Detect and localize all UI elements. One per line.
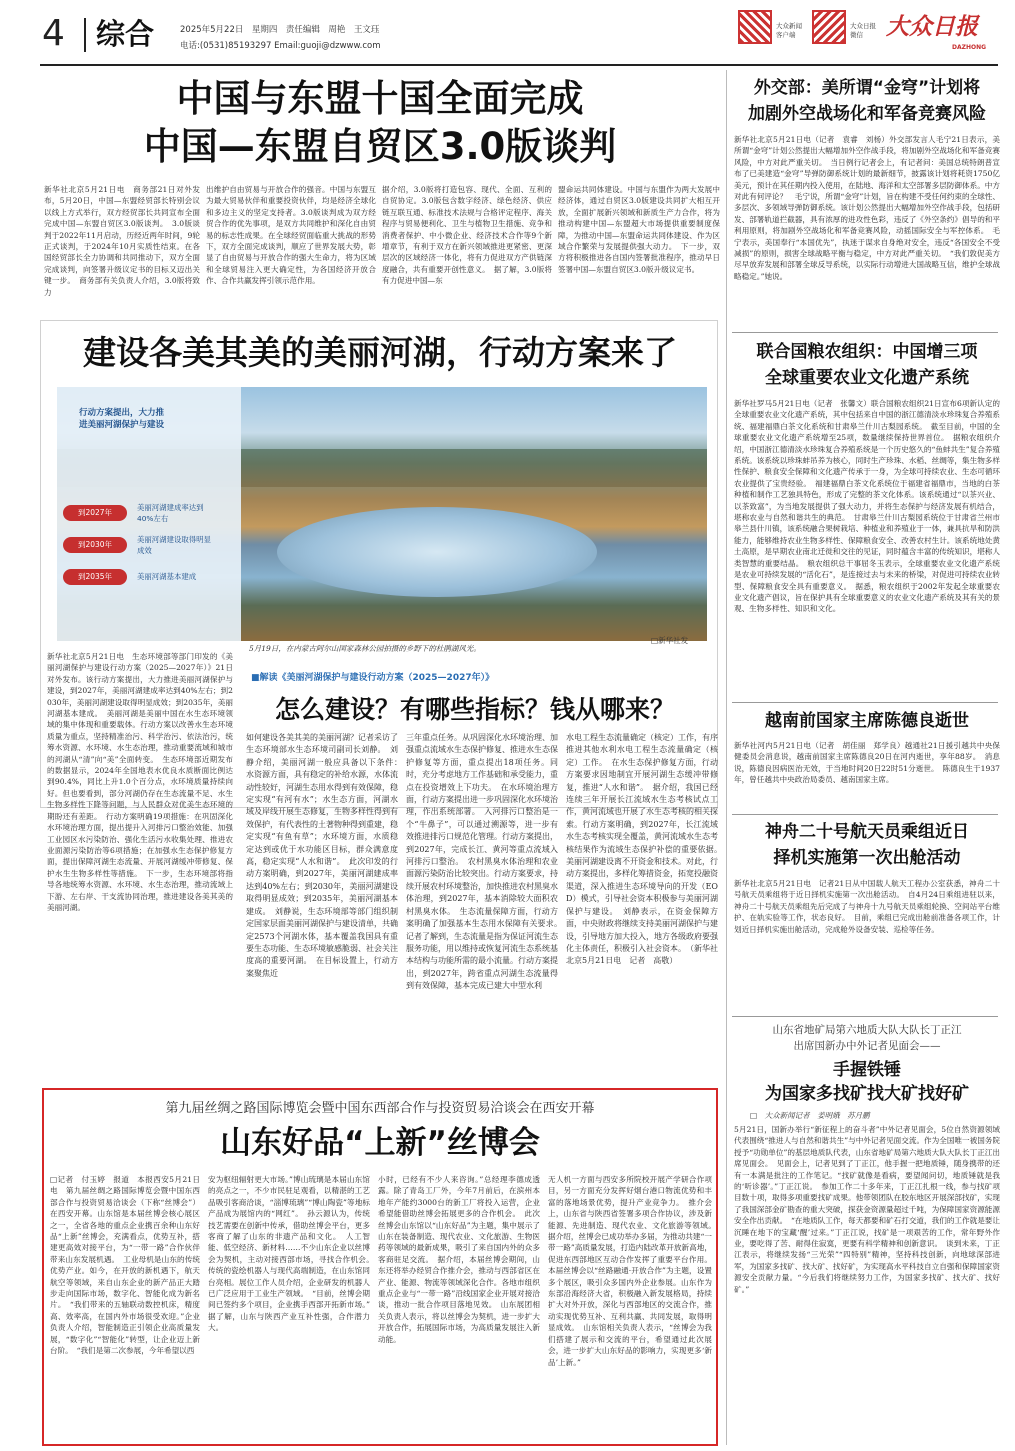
- milestone-2030-text: 美丽河湖建设取得明显 成效: [137, 535, 211, 555]
- lead-article: [40, 68, 720, 316]
- milestone-2027: 到2027年: [63, 505, 127, 521]
- geologist-headline-1: 手握铁锤: [833, 1060, 901, 1080]
- geologist-kicker-1: 山东省地矿局第六地质大队大队长丁正江: [772, 1024, 962, 1036]
- interpretation-kicker: ■解读《美丽河湖保护与建设行动方案（2025—2027年）》: [251, 673, 495, 683]
- right-rule-1: [732, 332, 998, 333]
- date-line: 2025年5月22日 星期四 责任编辑 周艳 王文珏: [180, 25, 380, 35]
- lead-col-4: 盟命运共同体建设。中国与东盟作为两大发展中经济体，通过自贸区3.0版建设共同扩大相互开放，全面扩展新兴领域和新质生产力合作，将为推动构建中国—东盟超大市场提供重要制度保障，为推动中国—东盟命运共同体建设、作为区域合作繁荣与发展提供强大动力。 下一步，双方将积极推进各自国内签署批准程序，推动早日签署中国—东盟自贸区3.0版升级议定书。: [558, 185, 720, 274]
- geologist-kicker-2: 出席国新办中外记者见面会——: [793, 1040, 941, 1052]
- qr-label-wechat: 大众日报 微信: [850, 22, 876, 39]
- fao-body: 新华社罗马5月21日电（记者 张馨文）联合国粮农组织21日宣布6项新认定的全球重要农业文化遗产系统，其中包括来自中国的浙江德清淡水珍珠复合养殖系统、福建福鼎白茶文化系统和甘肃皋兰什川古梨园系统。 截至目前，中国的全球重要农业文化遗产系统增至25项，数量继续保持世界首位。 据粮农组织介绍，中国浙江德清淡水珍珠复合养殖系统是一个历史悠久的“鱼蚌共生”复合养殖系统。该系统以珍珠蚌吊养为核心，同时生产珍珠、水稻、丝绸等，集生物多样性保护、粮食安全保障和文化遗产传承于一身，为全球可持续农业、生态可循环农业提供了宝贵经验。 福建福鼎白茶文化系统位于福建省福鼎市，当地的白茶种植和制作工艺独具特色，形成了完整的茶文化体系。该系统通过“以茶兴业、以茶致富”，为当地发展提供了强大动力，并将生态保护与经济发展有机结合，堪称农业与自然和谐共生的典范。 甘肃皋兰什川古梨园系统位于甘肃省兰州市皋兰县什川镇，该系统融合果树栽培、种植业和养殖业于一体，兼具抗旱和防洪能力，能够维持农业生物多样性、保障粮食安全、改善农村生计。该系统地处黄土高原，是早期农业南北迁徙和交往的见证，同时蕴含丰富的传统知识，堪称人类智慧的重要结晶。 粮农组织总干事屈冬玉表示，全球重要农业文化遗产系统是农业可持续发展的“活化石”，是连接过去与未来的桥梁，对促进可持续农业转型、保障粮食安全具有重要意义。 据悉，粮农组织于2002年发起全球重要农业文化遗产倡议，旨在保护具有全球重要意义的农业文化遗产系统及其有关的景观、生物多样性、知识和文化。: [734, 399, 1000, 614]
- golden-dome-headline-1: 外交部：美所谓“金穹”计划将: [753, 78, 981, 98]
- right-rule-4: [732, 1016, 998, 1017]
- fao-headline-1: 联合国粮农组织：中国增三项: [756, 342, 978, 362]
- column-divider: [726, 70, 727, 1445]
- masthead: [0, 0, 1015, 66]
- right-rule-3: [732, 814, 998, 815]
- silk-expo-headline: 山东好品“上新”丝博会: [220, 1125, 540, 1161]
- milestone-2035-text: 美丽河湖基本建成: [137, 572, 197, 581]
- silk-expo-col-2: 安为枢纽辐射更大市场。”博山琉璃是本届山东馆的亮点之一，不少市民驻足观看，以精湛的工艺品吸引客商洽谈，“淄博琉璃”“博山陶瓷”等地标产品成为展馆内的“网红”。 孙云源认为，传统技艺需要在创新中传承，借助丝博会平台，更多客商了解了山东的非遗产品和文化。 人工智能、低空经济、新材料……不少山东企业以丝博会为契机，主动对接西部市场，寻找合作机会。 传统的瓷绘机器人与现代高端制造，在山东馆同台亮相。展位工作人员介绍，企业研发的机器人已广泛应用于工业生产领域。 “目前，丝博会期间已签约多个项目，企业携手西部开拓新市场。” 据了解，山东与陕西产业互补性强，合作潜力大。: [208, 1175, 378, 1333]
- lead-headline-2: 中国—东盟自贸区3.0版谈判: [143, 125, 617, 168]
- silk-expo-col-3: 小时，已经有不少人来咨询。”总经理李德成透露。除了青岛工厂外，今年7月前后，在滨州本地年产能约3000台的新工厂将投入运营，企业希望能借助丝博会拓展更多的合作机会。 此次丝博会山东馆以“山东好品”为主题，集中展示了山东在装备制造、现代农业、文化旅游、生物医药等领域的最新成果，吸引了来自国内外的众多客商驻足交流。 据介绍，本届丝博会期间，山东还将举办经贸合作推介会，推动与西部省区在产业、能源、物流等领域深化合作。各地市组织重点企业与“一带一路”沿线国家企业开展对接洽谈，推动一批合作项目落地见效。 山东展团相关负责人表示，将以丝博会为契机，进一步扩大开放合作，拓展国际市场，为高质量发展注入新动能。: [378, 1175, 540, 1344]
- milestone-2030: 到2030年: [63, 537, 127, 553]
- article-fao-heritage: [732, 336, 1002, 700]
- section-name: 综合: [96, 17, 155, 51]
- newspaper-logo-sub: DAZHONG: [952, 44, 987, 51]
- shenzhou-headline-1: 神舟二十号航天员乘组近日: [765, 822, 969, 842]
- golden-dome-body: 新华社北京5月21日电（记者 袁睿 刘杨）外交部发言人毛宁21日表示，美所谓“金穹”计划公然提出大幅增加外空作战手段，将加剧外空战场化和军备竞赛风险，中方对此严重关切。 当日例行记者会上，有记者问：美国总统特朗普宣布了已美建造“金穹”导弹防御系统计划的最新细节，披露该计划将耗资1750亿美元，预计在其任期内投入使用，在陆地、海洋和太空部署多层防御体系。中方对此有何评论？ 毛宁说，所谓“金穹”计划，旨在构建不受任何约束的全球性、多层次、多领域导弹防御系统。该计划公然提出大幅增加外空作战手段，包括研发、部署轨道拦截器，具有浓厚的进攻性色彩，违反了《外空条约》倡导的和平利用原则，将加剧外空战场化和军备竞赛风险，动摇国际安全与军控体系。 毛宁表示，美国奉行“本国优先”，执迷于谋求自身绝对安全，违反“各国安全不受减损”的原则，损害全球战略平衡与稳定，中方对此严重关切。 “我们敦促美方尽早放弃发展和部署全球反导系统，以实际行动增进大国战略互信，维护全球战略稳定。”她说。: [734, 135, 1000, 281]
- photo-credit: □新华社发: [651, 636, 689, 645]
- article-golden-dome: [732, 70, 1002, 328]
- golden-dome-headline-2: 加剧外空战场化和军备竞赛风险: [748, 104, 986, 124]
- lead-col-2: 出维护自由贸易与开放合作的强音。中国与东盟互为最大贸易伙伴和重要投资伙伴，均是经济全球化和多边主义的坚定支持者。3.0版谈判成为双方经贸合作的优先事项，是双方共同维护和深化自由贸易的标志性成果。在全球经贸面临重大挑战的形势下，双方全面完成谈判，顺应了世界发展大势，彰显了自由贸易与开放合作的强大生命力，将为区域和全球贸易注入更大确定性，为各国经济开放合作、合作共赢发挥引领示范作用。: [206, 185, 376, 286]
- qr-code-news-app[interactable]: [738, 10, 772, 44]
- interpretation-col-1: 如何建设各美其美的美丽河湖？记者采访了生态环境部水生态环境司副司长刘静。 刘静介绍，美丽河湖一般应具备以下条件： 水资源方面，具有稳定的补给水源，水体流动性较好，河湖生态用水得到有效保障，稳定实现“有河有水”；水生态方面，河湖水域及岸线开展生态修复，生物多样性得到有效保护，有代表性的土著物种得到重建，稳定实现“有鱼有草”；水环境方面，水质稳定达到或优于水功能区目标，群众满意度高，稳定实现“人水和谐”。 此次印发的行动方案明确，到2027年，美丽河湖建成率达到40%左右；到2030年，美丽河湖建设取得明显成效；到2035年，美丽河湖基本建成。 刘静说，生态环境部等部门组织制定国家层面美丽河湖保护与建设清单，共确定2573个河湖水体，基本覆盖我国具有重要生态功能、生态环境敏感脆弱、社会关注度高的重要河湖。 在目标设置上，行动方案聚焦近: [246, 733, 406, 978]
- article-vietnam: [732, 704, 1002, 812]
- photo-caption: 5月19日，在内蒙古阿尔山国家森林公园拍摄的乡野下的杜鹃湖风光。: [249, 644, 481, 653]
- silk-expo-kicker: 第九届丝绸之路国际博览会暨中国东西部合作与投资贸易洽谈会在西安开幕: [165, 1101, 595, 1116]
- interpretation-headline: 怎么建设？有哪些指标？钱从哪来？: [274, 695, 675, 724]
- geologist-headline-2: 为国家多找矿找大矿找好矿: [765, 1084, 969, 1104]
- lead-col-3: 据介绍，3.0版将打造包容、现代、全面、互利的自贸协定。3.0版包含数字经济、绿色经济、供应链互联互通、标准技术法规与合格评定程序、海关程序与贸易便利化、卫生与植物卫生措施、竞争和消费者保护、中小微企业、经济技术合作等9个新增章节，有利于双方在新兴领域推进更紧密、更深层次的区域经济一体化，将有力促进双方产供链深度融合，共有重要开创性意义。 据了解，3.0版将有力促进中国—东: [382, 185, 552, 286]
- milestone-2027-text: 美丽河湖建成率达到 40%左右: [137, 503, 204, 523]
- infographic-title: 行动方案提出，大力推 进美丽河湖保护与建设: [79, 408, 165, 430]
- silk-expo-col-4: 无人机一方面与西安多所院校开展产学研合作项目，另一方面充分发挥好烟台港口物流优势和丰富的落地场景优势，提升产业竞争力。 推介会上，山东省与陕西省签署多项合作协议，涉及新能源、先进制造、现代农业、文化旅游等领域。 据介绍，丝博会已成功举办多届，为推动共建“一带一路”高质量发展，打造内陆改革开放新高地，促进东西部地区互动合作发挥了重要平台作用。本届丝博会以“丝路融通·开放合作”为主题，设置多个展区，吸引众多国内外企业参展。山东作为东部沿海经济大省，积极融入新发展格局，持续扩大对外开放，深化与西部地区的交流合作，推动实现优势互补、互利共赢、共同发展，取得明显成效。 山东馆相关负责人表示，“丝博会为我们搭建了展示和交流的平台，希望通过此次展会，进一步扩大山东好品的影响力，实现更多‘新品’上新。”: [548, 1175, 720, 1367]
- interpretation-col-3: 水电工程生态流量确定（核定）工作，有序推进其他水利水电工程生态流量确定（核定）工作。 在水生态保护修复方面，行动方案要求因地制宜开展河湖生态缓冲带修复，推进“人水和谐”。 据介绍，我国已经连续三年开展长江流域水生态考核试点工作，黄河流域也开展了水生态考核的相关探索。行动方案明确，到2027年，长江流域水生态考核实现全覆盖，黄河流域水生态考核结果作为流域生态保护补偿的重要依据。 美丽河湖建设离不开资金和技术。对此，行动方案提出，多样化筹措资金，拓宽投融资渠道，深入推进生态环境导向的开发（EOD）模式，引导社会资本积极参与美丽河湖保护与建设。 刘静表示，在资金保障方面，中央财政将继续支持美丽河湖保护与建设，引导地方加大投入，地方各级政府要强化主体责任，积极引入社会资本。 （新华社北京5月21日电 记者 高敬）: [566, 733, 726, 966]
- qr-label-news-app: 大众新闻 客户端: [776, 22, 802, 39]
- right-rule-2: [732, 702, 998, 703]
- lake-water-shape: [277, 507, 597, 597]
- milestone-2035: 到2035年: [63, 569, 127, 585]
- silk-expo-box: [42, 1088, 718, 1446]
- fao-headline-2: 全球重要农业文化遗产系统: [765, 368, 969, 388]
- vietnam-headline: 越南前国家主席陈德良逝世: [765, 711, 969, 731]
- shenzhou-body: 新华社北京5月21日电 记者21日从中国载人航天工程办公室获悉，神舟二十号航天员乘组将于近日择机实施第一次出舱活动。 自4月24日乘组进驻以来，神舟二十号航天员乘组先后完成了与神舟十九号航天员乘组轮换、空间站平台维护、在轨实验等工作，状态良好。 目前，乘组已完成出舱前准备各项工作，计划近日择机实施出舱活动，完成舱外设备安装、巡检等任务。: [734, 879, 1000, 934]
- contact-line: 电话:(0531)85193297 Email:guoji@dzwww.com: [180, 41, 381, 51]
- interpretation-col-2: 三年重点任务。从巩固深化水环境治理、加强重点流域水生态保护修复、推进水生态保护修复等方面，重点提出18项任务。同时，充分考虑地方工作基础和承受能力，重点在投资增效上下功夫。 在水环境治理方面，行动方案提出进一步巩固深化水环境治理，作出系统部署。 入河排污口整治是一个“牛鼻子”，可以通过溯源等，进一步有效推进排污口规范化管理。行动方案提出，到2027年，完成长江、黄河等重点流域入河排污口整治。 农村黑臭水体治理和农业面源污染防治比较突出。行动方案要求，持续开展农村环境整治，加快推进农村黑臭水体治理，到2027年，基本消除较大面积农村黑臭水体。 生态流量保障方面，行动方案明确了加强基本生态用水保障有关要求。 记者了解到，生态流量是指为保证河流生态服务功能，用以维持或恢复河流生态系统基本结构与功能所需的最小流量。行动方案提出，到2027年，跨省重点河湖生态流量得到有效保障，基本完成已建大中型水利: [406, 733, 566, 991]
- rivers-headline: 建设各美其美的美丽河湖，行动方案来了: [83, 333, 677, 372]
- vietnam-body: 新华社河内5月21日电（记者 胡佳丽 郑学良）越通社21日援引越共中央保健委员会消息说，越南前国家主席陈德良20日在河内逝世，享年88岁。 消息说，陈德良因病医治无效，于当地时间20日22时51分逝世。 陈德良生于1937年，曾任越共中央政治局委员、越南国家主席。: [734, 741, 1000, 785]
- newspaper-logo: 大众日报: [886, 13, 978, 40]
- geologist-body: 5月21日，国新办举行“新征程上的奋斗者”中外记者见面会，5位自然资源领域代表围绕“推进人与自然和谐共生”与中外记者见面交流。作为全国唯一被国务院授予“功勋单位”的基层地质队代表，山东省地矿局第六地质大队大队长丁正江出席见面会。 见面会上，记者见到了丁正江，他手握一把地质锤，随身携带的还有一本满是批注的工作笔记。“找矿就像是看病，要望闻问切，地质锤就是我的‘听诊器’。”丁正江说。 参加工作二十多年来，丁正江扎根一线，参与找矿项目数十项，取得多项重要找矿成果。他带领团队在胶东地区开展深部找矿，实现了我国深部金矿勘查的重大突破，探获金资源量超过千吨，为保障国家资源能源安全作出贡献。 “在地质队工作，每天都要和矿石打交道，我们的工作就是要让沉睡在地下的宝藏‘醒’过来。”丁正江说，找矿是一项艰苦的工作，常年野外作业，要吃得了苦、耐得住寂寞，更要有科学精神和创新意识。 谈到未来，丁正江表示，将继续发扬“三光荣”“四特别”精神，坚持科技创新，向地球深部进军，为国家多找矿、找大矿、找好矿，为实现高水平科技自立自强和保障国家资源安全贡献力量。“今后我们将继续努力工作，为国家多找矿、找大矿、找好矿。”: [734, 1125, 1000, 1294]
- masthead-rule: [40, 64, 998, 66]
- qr-code-wechat[interactable]: [812, 10, 846, 44]
- geologist-byline: □ 大众新闻记者 姜明娥 苏月鹏: [750, 1111, 870, 1120]
- rivers-left-column: 新华社北京5月21日电 生态环境部等部门印发的《美丽河湖保护与建设行动方案（2025—2027年）》21日对外发布。该行动方案提出，大力推进美丽河湖保护与建设，到2027年，美丽河湖建成率达到40%左右；到2030年，美丽河湖建设取得明显成效；到2035年，美丽河湖基本建成。 美丽河湖是美丽中国在水生态环境领域的集中体现和重要载体。行动方案以改善水生态环境质量为重点，坚持精准治污、科学治污、依法治污，统筹水资源、水环境、水生态治理，推动重要流域和城市的河湖从“清”向“美”全面转变。 生态环境部近期发布的数据显示，2024年全国地表水优良水质断面比例达到90.4%，同比上升1.0个百分点，水环境质量持续向好。但也要看到，部分河湖仍存在生态流量不足、水生生物多样性下降等问题，与人民群众对优美生态环境的期盼还有差距。 行动方案明确19项措施：在巩固深化水环境治理方面，提出提升入河排污口整治效能、加强工业园区水污染防治、强化生活污水收集处理、推进农业面源污染防治等6项措施；在加强水生态保护修复方面，提出保障河湖生态流量、开展河湖缓冲带修复、保护水生生物多样性等措施。 下一步，生态环境部将指导各地统筹水资源、水环境、水生态治理，推动流域上下游、左右岸、干支流协同治理，推进建设各美其美的美丽河湖。: [47, 652, 233, 912]
- shenzhou-headline-2: 择机实施第一次出舱活动: [773, 848, 961, 868]
- article-geologist: [732, 1018, 1002, 1446]
- page-number: 4: [42, 13, 65, 54]
- lead-col-1: 新华社北京5月21日电 商务部21日对外发布，5月20日，中国—东盟经贸部长特别会议以线上方式举行，双方经贸部长共同宣布全面完成中国—东盟自贸区3.0版谈判。 3.0版谈判于2022年11月启动，历经近两年时间，9轮正式谈判，于2024年10月实质性结束。在各国经贸部长全力协调和共同推动下，双方全面完成谈判，向签署升级议定书的目标又迈出关键一步。 商务部有关负责人介绍，3.0版将致力: [44, 185, 200, 297]
- rivers-infographic: [57, 387, 241, 641]
- page-number-divider: [84, 18, 86, 52]
- silk-expo-col-1: □记者 付玉婷 报道 本报西安5月21日电 第九届丝绸之路国际博览会暨中国东西部合作与投资贸易洽谈会（下称“丝博会”）在西安开幕。山东馆是本届丝博会核心展区之一，全省各地的重点企业携百余种山东好品“上新”丝博会，充满看点，优势互补，搭建更高效对接平台，为“一带一路”合作伙伴带来山东发展机遇。 工业母机是山东的传统优势产业。如今，在开放的新机遇下，航天航空等领域，来自山东企业的新产品正大踏步走向国际市场，数字化、智能化成为新名片。 “我们带来的五轴联动数控机床，精度高、效率高，在国内外市场很受欢迎。”企业负责人介绍，智能制造正引领企业高质量发展，“数字化”“智能化”转型，让企业迈上新台阶。 “我们是第二次参展，今年希望以西: [50, 1175, 200, 1356]
- article-shenzhou: [732, 816, 1002, 1014]
- lead-headline-1: 中国与东盟十国全面完成: [176, 77, 584, 120]
